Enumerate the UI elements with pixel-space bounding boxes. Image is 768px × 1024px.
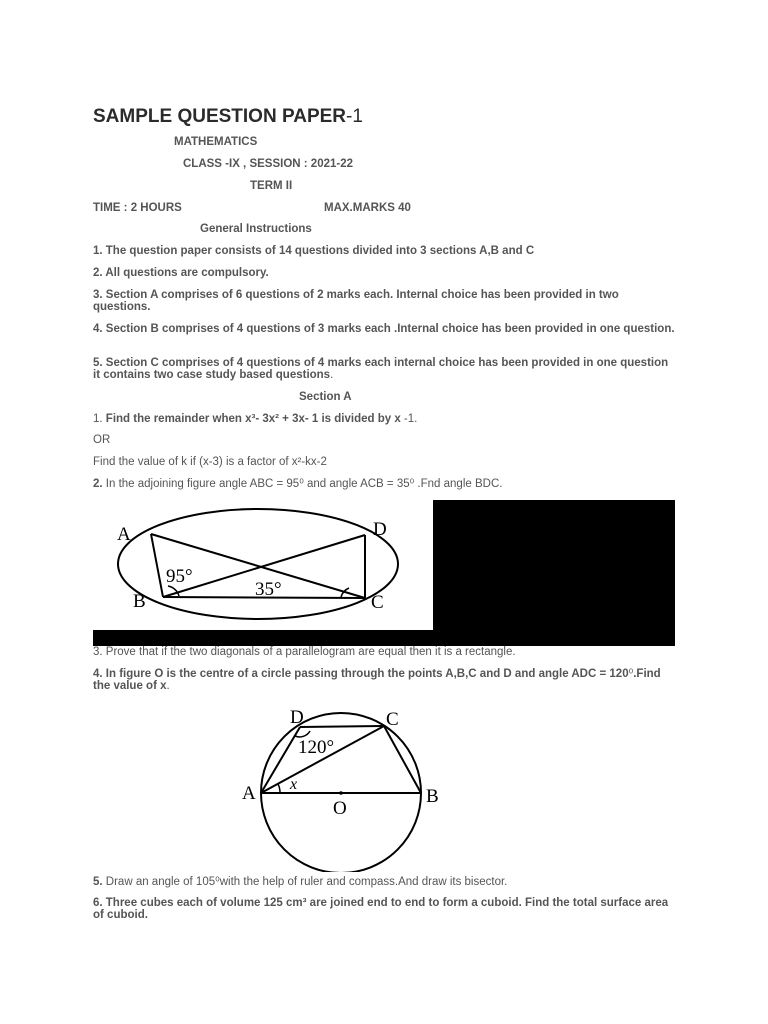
q2-label-a: A xyxy=(117,524,131,545)
q2-label-d: D xyxy=(373,519,387,540)
section-a-heading: Section A xyxy=(299,391,352,403)
q2-angle-95: 95° xyxy=(166,566,193,587)
question-2 xyxy=(93,478,502,490)
instruction-3: 3. Section A comprises of 6 questions of 2 marks each. Internal choice has been provided in two questions. xyxy=(93,289,619,313)
q4-end: . xyxy=(166,680,170,692)
q4-label-c: C xyxy=(386,709,399,730)
q2-text: In the adjoining figure angle ABC = 95⁰ and angle ACB = 35⁰ .Fnd angle BDC. xyxy=(102,478,503,490)
q4-label-a: A xyxy=(242,783,256,804)
q4-circle-figure xyxy=(236,700,458,872)
or-label: OR xyxy=(93,434,111,446)
instruction-5-text: 5. Section C comprises of 4 questions of 4 marks each internal choice has been provided in one question it contains two case study based questions xyxy=(93,357,669,381)
redaction-block-bottom xyxy=(93,630,435,646)
q1-text: Find the remainder when x³- 3x² + 3x- 1 is divided by x xyxy=(105,413,401,425)
question-4 xyxy=(93,668,678,692)
q2-number: 2. xyxy=(93,478,103,490)
time: TIME : 2 HOURS xyxy=(93,202,182,214)
title-main: SAMPLE QUESTION PAPER xyxy=(93,106,347,127)
q4-label-o: O xyxy=(333,798,347,819)
q4-angle-x: x xyxy=(290,776,298,793)
q2-label-b: B xyxy=(133,591,146,612)
q1-tail: -1. xyxy=(400,413,418,425)
instruction-4: 4. Section B comprises of 4 questions of 3 marks each .Internal choice has been provided in one question. xyxy=(93,323,675,335)
instruction-1: 1. The question paper consists of 14 questions divided into 3 sections A,B and C xyxy=(93,245,535,257)
q2-angle-35: 35° xyxy=(255,579,282,600)
q4-degree: ⁰ xyxy=(628,668,634,680)
question-1 xyxy=(93,413,417,425)
max-marks: MAX.MARKS 40 xyxy=(324,202,411,214)
question-6: 6. Three cubes each of volume 125 cm³ are joined end to end to form a cuboid. Find the total surface area of cuboid. xyxy=(93,897,669,921)
q5-text: Draw an angle of 105⁰with the help of ruler and compass.And draw its bisector. xyxy=(102,876,508,888)
q5-number: 5. xyxy=(93,876,103,888)
question-5 xyxy=(93,876,507,888)
subject: MATHEMATICS xyxy=(174,136,258,148)
q2-label-c: C xyxy=(371,592,384,613)
q2-circle-figure xyxy=(93,500,433,630)
instruction-5-end: . xyxy=(330,369,334,381)
instruction-5 xyxy=(93,357,678,381)
question-1-alternative: Find the value of k if (x-3) is a factor of x²-kx-2 xyxy=(93,456,327,468)
q1-number: 1. xyxy=(93,413,106,425)
q4-text-2: .Find the value of x xyxy=(93,668,661,692)
page-title xyxy=(93,106,363,128)
instructions-heading: General Instructions xyxy=(200,223,312,235)
redaction-block-right xyxy=(433,500,675,646)
instruction-2: 2. All questions are compulsory. xyxy=(93,267,269,279)
question-3: 3. Prove that if the two diagonals of a parallelogram are equal then it is a rectangle. xyxy=(93,646,516,658)
class-session: CLASS -IX , SESSION : 2021-22 xyxy=(183,158,354,170)
term: TERM II xyxy=(250,180,293,192)
q4-text: 4. In figure O is the centre of a circle passing through the points A,B,C and D and angle ADC = 120 xyxy=(93,668,629,680)
q4-label-b: B xyxy=(426,786,439,807)
q4-label-d: D xyxy=(290,707,304,728)
title-suffix: -1 xyxy=(346,106,363,127)
q4-angle-120: 120° xyxy=(298,737,335,758)
